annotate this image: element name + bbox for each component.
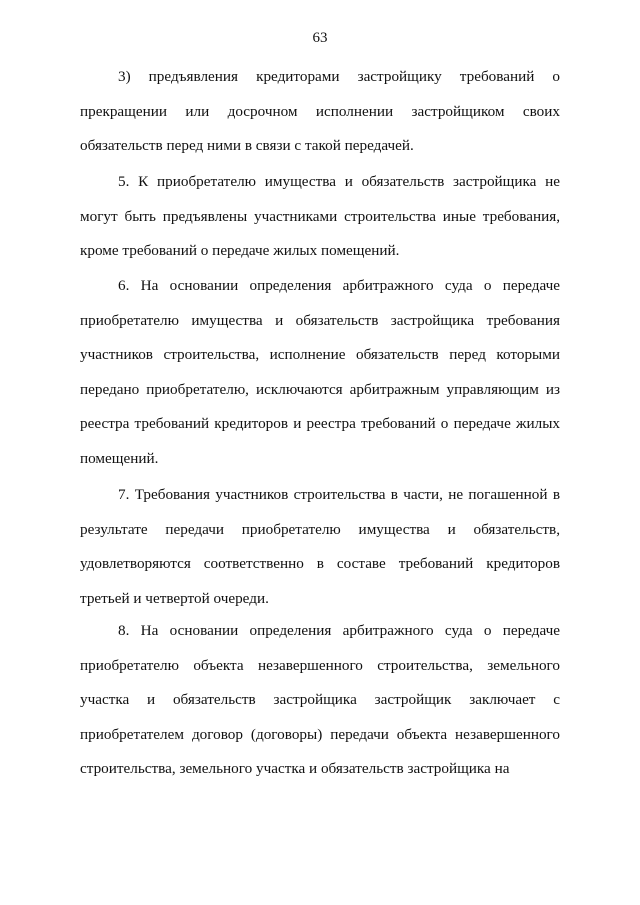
page-number: 63 bbox=[312, 30, 328, 46]
paragraph-text: 5. К приобретателю имущества и обязательств застройщика не могут быть предъявлены участниками строительства иные требования, кроме требований о передаче жилых помещений. bbox=[80, 173, 560, 259]
paragraph-5 bbox=[80, 165, 560, 269]
paragraph-6 bbox=[80, 269, 560, 476]
paragraph-7 bbox=[80, 478, 560, 616]
paragraph-text: 8. На основании определения арбитражного суда о передаче приобретателю объекта незавершенного строительства, земельного участка и обязательств застройщика застройщик заключает с приобретателем договор (договоры) передачи объекта незавершенного строительства, земельного участка и обязательств застройщика на bbox=[80, 622, 560, 777]
paragraph-text: 6. На основании определения арбитражного суда о передаче приобретателю имущества и обязательств застройщика требования участников строительства, исполнение обязательств перед которыми передано приобретателю, исключаются арбитражным управляющим из реестра требований кредиторов и реестра требований о передаче жилых помещений. bbox=[80, 277, 560, 467]
paragraph-8 bbox=[80, 614, 560, 787]
paragraph-text: 7. Требования участников строительства в части, не погашенной в результате передачи приобретателю имущества и обязательств, удовлетворяются соответственно в составе требований кредиторов третьей и четвертой очереди. bbox=[80, 486, 560, 607]
paragraph-3 bbox=[80, 60, 560, 164]
paragraph-text: 3) предъявления кредиторами застройщику требований о прекращении или досрочном исполнении застройщиком своих обязательств перед ними в связи с такой передачей. bbox=[80, 68, 560, 154]
